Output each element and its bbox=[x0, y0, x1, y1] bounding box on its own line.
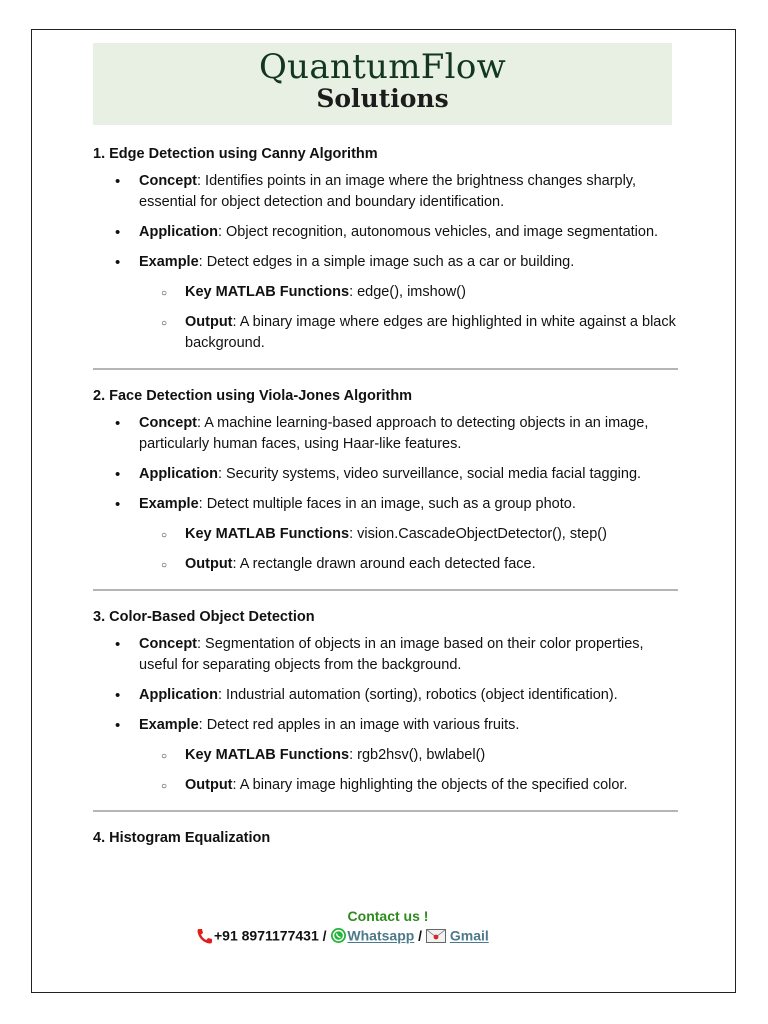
gmail-link[interactable]: Gmail bbox=[449, 927, 489, 944]
bullet-list bbox=[93, 634, 678, 796]
gmail-icon[interactable] bbox=[426, 929, 446, 946]
list-item bbox=[93, 715, 678, 796]
item-label: Key MATLAB Functions bbox=[185, 747, 350, 763]
section-divider bbox=[93, 810, 678, 812]
sub-list-item bbox=[139, 554, 678, 575]
section-histogram bbox=[93, 822, 678, 848]
sub-list-item bbox=[139, 524, 678, 545]
sub-list bbox=[139, 282, 678, 354]
section-face-detection bbox=[93, 380, 678, 575]
item-text: : A binary image highlighting the objects of the specified color. bbox=[232, 777, 628, 793]
brand-subtitle: Solutions bbox=[316, 84, 449, 113]
list-item bbox=[93, 413, 678, 455]
sub-list bbox=[139, 745, 678, 796]
item-label: Example bbox=[139, 254, 199, 270]
item-text: : A rectangle drawn around each detected face. bbox=[232, 556, 536, 572]
section-title: 3. Color-Based Object Detection bbox=[93, 609, 315, 625]
item-label: Application bbox=[139, 224, 218, 240]
section-divider bbox=[93, 368, 678, 370]
separator: / bbox=[414, 927, 426, 944]
section-edge-detection bbox=[93, 138, 678, 354]
list-item bbox=[93, 252, 678, 354]
item-text: : edge(), imshow() bbox=[349, 284, 466, 300]
item-text: : rgb2hsv(), bwlabel() bbox=[349, 747, 486, 763]
contact-heading: Contact us ! bbox=[347, 908, 429, 924]
item-label: Output bbox=[185, 556, 233, 572]
item-label: Output bbox=[185, 314, 233, 330]
item-text: : Detect edges in a simple image such as a car or building. bbox=[198, 254, 575, 270]
separator: / bbox=[318, 927, 331, 944]
item-text: : Industrial automation (sorting), robotics (object identification). bbox=[217, 687, 618, 703]
sub-list-item bbox=[139, 745, 678, 766]
item-text: : Segmentation of objects in an image based on their color properties, useful for separating objects from the background. bbox=[139, 636, 644, 673]
brand-name: QuantumFlow bbox=[258, 47, 507, 87]
list-item bbox=[93, 634, 678, 676]
item-text: : Detect red apples in an image with various fruits. bbox=[198, 717, 520, 733]
list-item bbox=[93, 494, 678, 575]
phone-icon bbox=[196, 928, 214, 947]
sub-list-item bbox=[139, 312, 678, 354]
item-text: : vision.CascadeObjectDetector(), step() bbox=[349, 526, 607, 542]
item-label: Application bbox=[139, 466, 218, 482]
section-divider bbox=[93, 589, 678, 591]
brand-banner bbox=[93, 43, 672, 125]
list-item bbox=[93, 685, 678, 706]
item-text: : A binary image where edges are highlighted in white against a black background. bbox=[185, 314, 676, 351]
whatsapp-link[interactable]: Whatsapp bbox=[347, 927, 415, 944]
list-item bbox=[93, 464, 678, 485]
sub-list-item bbox=[139, 775, 678, 796]
whatsapp-icon[interactable] bbox=[330, 927, 347, 947]
section-color-detection bbox=[93, 601, 678, 796]
item-label: Example bbox=[139, 496, 199, 512]
item-label: Concept bbox=[139, 415, 197, 431]
document-body bbox=[93, 138, 678, 848]
contact-line bbox=[196, 927, 489, 947]
sub-list bbox=[139, 524, 678, 575]
phone-number[interactable]: +91 8971177431 bbox=[214, 927, 319, 944]
item-label: Example bbox=[139, 717, 199, 733]
item-text: : Security systems, video surveillance, social media facial tagging. bbox=[217, 466, 642, 482]
list-item bbox=[93, 171, 678, 213]
item-text: : Detect multiple faces in an image, such as a group photo. bbox=[198, 496, 576, 512]
item-label: Concept bbox=[139, 636, 197, 652]
item-label: Concept bbox=[139, 173, 197, 189]
section-title: 1. Edge Detection using Canny Algorithm bbox=[93, 146, 378, 162]
item-text: : Object recognition, autonomous vehicles, and image segmentation. bbox=[217, 224, 659, 240]
bullet-list bbox=[93, 413, 678, 575]
item-label: Application bbox=[139, 687, 218, 703]
item-label: Key MATLAB Functions bbox=[185, 284, 350, 300]
item-text: : A machine learning-based approach to detecting objects in an image, particularly human faces, using Haar-like features. bbox=[139, 415, 649, 452]
item-text: : Identifies points in an image where the brightness changes sharply, essential for object detection and boundary identification. bbox=[139, 173, 637, 210]
item-label: Output bbox=[185, 777, 233, 793]
sub-list-item bbox=[139, 282, 678, 303]
section-title: 4. Histogram Equalization bbox=[93, 830, 271, 846]
section-title: 2. Face Detection using Viola-Jones Algorithm bbox=[93, 388, 413, 404]
bullet-list bbox=[93, 171, 678, 354]
list-item bbox=[93, 222, 678, 243]
item-label: Key MATLAB Functions bbox=[185, 526, 350, 542]
